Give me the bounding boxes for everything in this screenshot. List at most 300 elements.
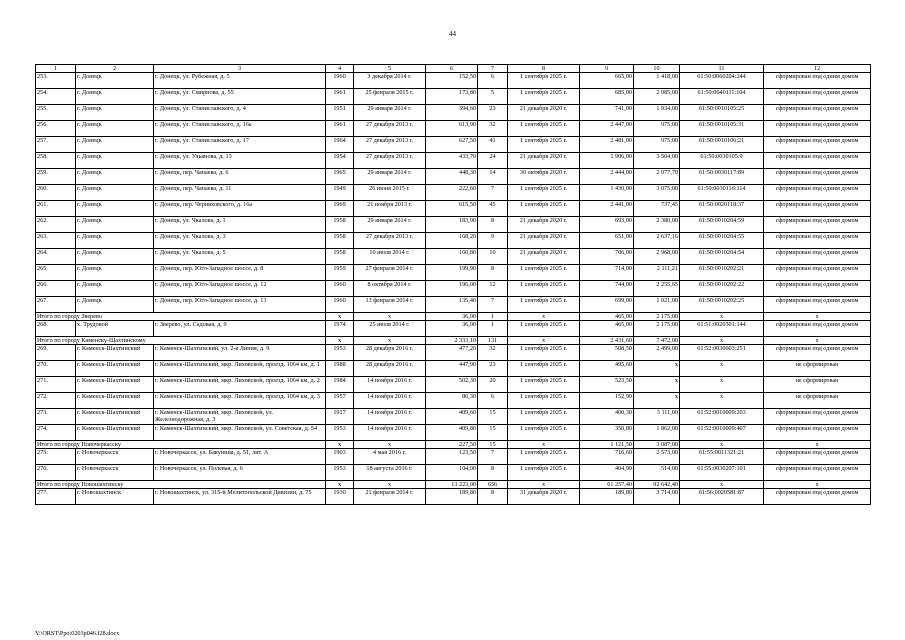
table-cell: 2 175,00	[634, 321, 680, 337]
table-cell: 1 сентября 2025 г.	[508, 345, 580, 361]
table-cell: 1964	[326, 137, 354, 153]
table-cell: 2 444,00	[580, 169, 634, 185]
table-cell: 28 декабря 2016 г.	[354, 361, 426, 377]
table-cell: 24	[478, 153, 508, 169]
table-cell: г. Донецк	[76, 265, 154, 281]
table-cell: 8	[478, 489, 508, 505]
table-cell: 2 111,21	[634, 265, 680, 281]
table-cell: 699,00	[580, 297, 634, 313]
table-cell: сформирован под одним домом	[764, 217, 871, 233]
subtotal-cell: 131	[478, 337, 508, 345]
subtotal-cell: x	[354, 481, 426, 489]
table-cell: сформирован под одним домом	[764, 137, 871, 153]
table-cell: г. Каменск-Шахтинский	[76, 361, 154, 377]
table-cell: 31 декабря 2020 г.	[508, 489, 580, 505]
table-cell: г. Новошахтинск, ул. 315-й Мелитопольской Дивизии, д. 75	[154, 489, 326, 505]
subtotal-cell: 2 175,00	[634, 313, 680, 321]
table-cell: 173,80	[426, 89, 478, 105]
subtotal-row	[36, 337, 871, 345]
table-cell: 152,50	[426, 73, 478, 89]
table-cell: 21 декабря 2020 г.	[508, 105, 580, 121]
table-cell: сформирован под одним домом	[764, 345, 871, 361]
table-row	[36, 281, 871, 297]
table-cell: г. Донецк, ул. Чкалова, д. 3	[154, 233, 326, 249]
table-cell: 61:52:0010009:203	[680, 409, 764, 425]
table-cell: 27 декабря 2013 г.	[354, 153, 426, 169]
table-row	[36, 201, 871, 217]
subtotal-cell: x	[680, 441, 764, 449]
table-cell: 523,50	[580, 377, 634, 393]
table-cell: 409,60	[426, 409, 478, 425]
table-row	[36, 393, 871, 409]
table-cell: 61:50:0020118:37	[680, 201, 764, 217]
table-cell: 27 февраля 2014 г.	[354, 265, 426, 281]
table-cell: 2 481,00	[580, 137, 634, 153]
table-cell: г. Каменск-Шахтинский	[76, 377, 154, 393]
table-cell: 1 сентября 2025 г.	[508, 201, 580, 217]
table-cell: 1 сентября 2025 г.	[508, 377, 580, 393]
table-cell: 263.	[36, 233, 76, 249]
table-cell: 1974	[326, 321, 354, 337]
table-cell: 266.	[36, 281, 76, 297]
table-cell: 1958	[326, 233, 354, 249]
table-cell: 615,50	[426, 201, 478, 217]
subtotal-cell: x	[354, 441, 426, 449]
table-cell: 1951	[326, 105, 354, 121]
table-cell: 1960	[326, 281, 354, 297]
table-cell: 409,80	[426, 425, 478, 441]
table-cell: г. Донецк, пер. Чапаева, д. 6	[154, 169, 326, 185]
table-cell: г. Донецк, пер. Юго-Западное шоссе, д. 12	[154, 281, 326, 297]
table-cell: x	[634, 377, 680, 393]
table-cell: сформирован под одним домом	[764, 265, 871, 281]
table-cell: 254.	[36, 89, 76, 105]
table-cell: 1 сентября 2025 г.	[508, 281, 580, 297]
subtotal-cell: 7 472,00	[634, 337, 680, 345]
table-cell: 1949	[326, 185, 354, 201]
table-cell: 9	[478, 233, 508, 249]
table-cell: 61:50:0030116:114	[680, 185, 764, 201]
subtotal-cell: 465,00	[580, 313, 634, 321]
table-cell: 21 ноября 2013 г.	[354, 201, 426, 217]
table-cell: 5	[478, 89, 508, 105]
subtotal-cell: x	[764, 313, 871, 321]
table-row	[36, 73, 871, 89]
table-row	[36, 465, 871, 481]
table-cell: 61:50:0010204:55	[680, 233, 764, 249]
table-row	[36, 169, 871, 185]
table-cell: 160,80	[426, 249, 478, 265]
table-cell: 665,00	[580, 73, 634, 89]
table-cell: 271.	[36, 377, 76, 393]
table-cell: 1 418,00	[634, 73, 680, 89]
table-cell: г. Донецк	[76, 153, 154, 169]
table-cell: г. Донецк, ул. Чкалова, д. 5	[154, 249, 326, 265]
table-cell: сформирован под одним домом	[764, 73, 871, 89]
table-cell: 277.	[36, 489, 76, 505]
table-row	[36, 121, 871, 137]
table-cell: 1961	[326, 89, 354, 105]
table-cell: 685,00	[580, 89, 634, 105]
table-cell: 1 сентября 2025 г.	[508, 393, 580, 409]
subtotal-cell: x	[326, 337, 354, 345]
table-row	[36, 425, 871, 441]
table-row	[36, 137, 871, 153]
table-body	[36, 65, 871, 505]
column-number: 4	[326, 65, 354, 73]
table-cell: г. Каменск-Шахтинский, мкр. Лиховской, ул. Советская, д. 54	[154, 425, 326, 441]
table-cell: 27 декабря 2013 г.	[354, 233, 426, 249]
table-cell: 267.	[36, 297, 76, 313]
table-cell: 3 714,00	[634, 489, 680, 505]
table-cell: 23	[478, 361, 508, 377]
table-cell: 259.	[36, 169, 76, 185]
table-cell: 2 255,65	[634, 281, 680, 297]
table-row	[36, 345, 871, 361]
table-cell: 21 декабря 2020 г.	[508, 249, 580, 265]
table-cell: 741,00	[580, 105, 634, 121]
table-cell: г. Донецк, ул. Станиславского, д. 16а	[154, 121, 326, 137]
table-cell: 1	[478, 321, 508, 337]
table-cell: г. Донецк, ул. Чкалова, д. 1	[154, 217, 326, 233]
table-cell: г. Донецк	[76, 249, 154, 265]
subtotal-cell: x	[680, 313, 764, 321]
table-cell: 1958	[326, 249, 354, 265]
table-cell: сформирован под одним домом	[764, 89, 871, 105]
table-row	[36, 321, 871, 337]
table-cell: 275.	[36, 449, 76, 465]
table-cell: 706,00	[580, 249, 634, 265]
table-cell: 152,90	[580, 393, 634, 409]
table-row	[36, 297, 871, 313]
column-number: 11	[680, 65, 764, 73]
table-cell: 1 сентября 2025 г.	[508, 409, 580, 425]
table-cell: 465,00	[580, 321, 634, 337]
table-cell: 1988	[326, 361, 354, 377]
table-cell: 61:50:0060204:244	[680, 73, 764, 89]
table-cell: сформирован под одним домом	[764, 249, 871, 265]
table-cell: 714,00	[580, 265, 634, 281]
table-row	[36, 153, 871, 169]
table-cell: г. Зверево, ул. Садовая, д. 9	[154, 321, 326, 337]
table-cell: 6	[478, 73, 508, 89]
table-cell: 61:50:0030117:89	[680, 169, 764, 185]
table-cell: сформирован под одним домом	[764, 201, 871, 217]
table-cell: 1 906,00	[580, 153, 634, 169]
table-cell: 10 июля 2014 г.	[354, 249, 426, 265]
table-cell: 272.	[36, 393, 76, 409]
table-cell: 189,80	[426, 489, 478, 505]
subtotal-cell: 2 333,10	[426, 337, 478, 345]
table-cell: 1930	[326, 489, 354, 505]
table-cell: сформирован под одним домом	[764, 105, 871, 121]
column-number: 8	[508, 65, 580, 73]
table-cell: сформирован под одним домом	[764, 425, 871, 441]
table-cell: 258.	[36, 153, 76, 169]
table-cell: 15	[478, 425, 508, 441]
table-row	[36, 361, 871, 377]
table-cell: 15	[478, 409, 508, 425]
column-number: 6	[426, 65, 478, 73]
table-cell: 394,60	[426, 105, 478, 121]
table-cell: сформирован под одним домом	[764, 121, 871, 137]
table-cell: 1 сентября 2025 г.	[508, 449, 580, 465]
table-cell: 1960	[326, 73, 354, 89]
subtotal-cell: 13 223,00	[426, 481, 478, 489]
table-row	[36, 249, 871, 265]
table-cell: г. Новочеркасск	[76, 449, 154, 465]
table-cell: 1 сентября 2025 г.	[508, 137, 580, 153]
table-cell: 253.	[36, 73, 76, 89]
table-cell: 61:50:0010202:21	[680, 265, 764, 281]
table-cell: 61:52:0010009:407	[680, 425, 764, 441]
table-cell: 1 сентября 2025 г.	[508, 89, 580, 105]
table-cell: 1 сентября 2025 г.	[508, 297, 580, 313]
table-cell: 1 сентября 2025 г.	[508, 73, 580, 89]
column-number: 3	[154, 65, 326, 73]
subtotal-cell: x	[764, 337, 871, 345]
subtotal-cell: 15	[478, 441, 508, 449]
table-cell: x	[680, 361, 764, 377]
table-cell: г. Каменск-Шахтинский, мкр. Лиховской, ул. Железнодорожная, д. 3	[154, 409, 326, 425]
table-cell: 975,00	[634, 121, 680, 137]
table-cell: 86,30	[426, 393, 478, 409]
column-number-row	[36, 65, 871, 73]
table-cell: 264.	[36, 249, 76, 265]
subtotal-cell: 1 121,50	[580, 441, 634, 449]
table-cell: г. Донецк	[76, 137, 154, 153]
table-cell: 1969	[326, 201, 354, 217]
table-cell: 261.	[36, 201, 76, 217]
table-cell: г. Каменск-Шахтинский, мкр. Лиховской, проезд. 1064 км, д. 3	[154, 393, 326, 409]
table-cell: 1 сентября 2025 г.	[508, 265, 580, 281]
table-cell: 61:50:0010105:25	[680, 105, 764, 121]
table-cell: 257.	[36, 137, 76, 153]
table-cell: 1959	[326, 265, 354, 281]
table-cell: 21 декабря 2020 г.	[508, 217, 580, 233]
table-cell: 1917	[326, 409, 354, 425]
table-row	[36, 449, 871, 465]
table-cell: 2 573,00	[634, 449, 680, 465]
table-cell: г. Донецк	[76, 281, 154, 297]
table-cell: 1 сентября 2025 г.	[508, 425, 580, 441]
table-cell: 168,20	[426, 233, 478, 249]
table-cell: г. Донецк	[76, 121, 154, 137]
table-cell: 222,60	[426, 185, 478, 201]
table-cell: 61:50:0040111:104	[680, 89, 764, 105]
table-cell: x	[634, 361, 680, 377]
table-cell: 400,30	[580, 409, 634, 425]
table-cell: 8 октября 2014 г.	[354, 281, 426, 297]
table-cell: г. Донецк, ул. Станиславского, д. 17	[154, 137, 326, 153]
table-cell: 61:50:0010204:54	[680, 249, 764, 265]
table-cell: г. Донецк	[76, 105, 154, 121]
table-cell: 265.	[36, 265, 76, 281]
table-row	[36, 233, 871, 249]
subtotal-cell: x	[326, 313, 354, 321]
table-row	[36, 377, 871, 393]
table-cell: 1957	[326, 393, 354, 409]
table-cell: 716,60	[580, 449, 634, 465]
table-cell: 8	[478, 265, 508, 281]
table-cell: 514,00	[634, 465, 680, 481]
table-cell: 28 декабря 2016 г.	[354, 345, 426, 361]
table-cell: 61:50:0030105:9	[680, 153, 764, 169]
table-cell: 744,00	[580, 281, 634, 297]
table-cell: 4 мая 2016 г.	[354, 449, 426, 465]
table-cell: 1953	[326, 345, 354, 361]
table-cell: г. Донецк	[76, 201, 154, 217]
subtotal-cell: x	[508, 313, 580, 321]
subtotal-label: Итого по городу Зверево	[36, 313, 326, 321]
table-cell: 20	[478, 377, 508, 393]
table-cell: 45	[478, 201, 508, 217]
table-cell: 350,80	[580, 425, 634, 441]
table-cell: сформирован под одним домом	[764, 297, 871, 313]
table-cell: 262.	[36, 217, 76, 233]
table-cell: г. Донецк, ул. Смирнова, д. 55	[154, 89, 326, 105]
table-cell: 41	[478, 137, 508, 153]
table-cell: 3 декабря 2014 г.	[354, 73, 426, 89]
table-cell: 10	[478, 249, 508, 265]
subtotal-cell: x	[354, 337, 426, 345]
table-cell: 61:50:0010105:31	[680, 121, 764, 137]
table-cell: 508,50	[580, 345, 634, 361]
table-cell: 256.	[36, 121, 76, 137]
table-cell: 1961	[326, 121, 354, 137]
table-cell: сформирован под одним домом	[764, 489, 871, 505]
table-cell: 14	[478, 169, 508, 185]
table-cell: сформирован под одним домом	[764, 321, 871, 337]
table-cell: 260.	[36, 185, 76, 201]
subtotal-cell: 36,00	[426, 313, 478, 321]
table-cell: 1 934,00	[634, 105, 680, 121]
table-cell: 13 февраля 2014 г.	[354, 297, 426, 313]
table-cell: 2 447,00	[580, 121, 634, 137]
subtotal-cell: x	[508, 441, 580, 449]
table-cell: 613,90	[426, 121, 478, 137]
table-cell: 448,30	[426, 169, 478, 185]
table-cell: сформирован под одним домом	[764, 169, 871, 185]
page-number: 44	[449, 30, 456, 38]
table-cell: 18 августа 2016 г.	[354, 465, 426, 481]
table-cell: г. Каменск-Шахтинский, мкр. Лиховской, проезд. 1064 км, д. 1	[154, 361, 326, 377]
table-cell: г. Донецк	[76, 89, 154, 105]
table-cell: 2 380,00	[634, 217, 680, 233]
subtotal-row	[36, 481, 871, 489]
subtotal-cell: 2 431,60	[580, 337, 634, 345]
table-cell: 651,00	[580, 233, 634, 249]
table-cell: 404,90	[580, 465, 634, 481]
column-number: 10	[634, 65, 680, 73]
subtotal-cell: x	[764, 481, 871, 489]
table-cell: 25 февраля 2015 г.	[354, 89, 426, 105]
table-cell: 1 021,00	[634, 297, 680, 313]
table-cell: г. Донецк, пер. Чапаева, д. 11	[154, 185, 326, 201]
table-cell: 14 ноября 2016 г.	[354, 377, 426, 393]
subtotal-label: Итого по городу Каменску-Шахтинскому	[36, 337, 326, 345]
table-cell: сформирован под одним домом	[764, 449, 871, 465]
table-cell: 61:55:0011321:21	[680, 449, 764, 465]
register-table	[35, 64, 871, 505]
table-cell: 1 430,00	[580, 185, 634, 201]
table-cell: x	[634, 393, 680, 409]
table-cell: 23	[478, 105, 508, 121]
table-cell: 477,20	[426, 345, 478, 361]
table-cell: 1954	[326, 153, 354, 169]
table-cell: 1958	[326, 217, 354, 233]
table-cell: г. Новошахтинск	[76, 489, 154, 505]
table-cell: 183,90	[426, 217, 478, 233]
table-cell: сформирован под одним домом	[764, 153, 871, 169]
table-cell: 276.	[36, 465, 76, 481]
table-row	[36, 217, 871, 233]
table-cell: 61:52:0030003:251	[680, 345, 764, 361]
table-cell: г. Донецк, ул. Рубежная, д. 5	[154, 73, 326, 89]
subtotal-cell: x	[680, 481, 764, 489]
table-cell: 975,00	[634, 137, 680, 153]
table-cell: 2 499,00	[634, 345, 680, 361]
table-cell: 7	[478, 297, 508, 313]
table-cell: 29 января 2014 г.	[354, 105, 426, 121]
table-row	[36, 409, 871, 425]
subtotal-cell: x	[508, 481, 580, 489]
table-cell: x	[680, 393, 764, 409]
table-cell: г. Донецк, пер. Черняховского, д. 16а	[154, 201, 326, 217]
table-cell: 61:56:0020581:87	[680, 489, 764, 505]
table-cell: 433,70	[426, 153, 478, 169]
table-cell: сформирован под одним домом	[764, 185, 871, 201]
table-cell: 189,80	[580, 489, 634, 505]
table-cell: 447,90	[426, 361, 478, 377]
subtotal-cell: x	[764, 441, 871, 449]
table-cell: 502,30	[426, 377, 478, 393]
table-cell: 8	[478, 465, 508, 481]
subtotal-cell: x	[508, 337, 580, 345]
table-cell: г. Донецк	[76, 73, 154, 89]
table-cell: 1 сентября 2025 г.	[508, 321, 580, 337]
file-path-footer: Y:\ORST\Ppo\0203p046.f28.docx	[35, 630, 120, 637]
table-cell: 1 сентября 2025 г.	[508, 361, 580, 377]
table-cell: 61:50:0010202:25	[680, 297, 764, 313]
table-cell: 2 968,00	[634, 249, 680, 265]
table-cell: г. Донецк	[76, 233, 154, 249]
table-cell: 26 июня 2015 г.	[354, 185, 426, 201]
table-cell: 199,90	[426, 265, 478, 281]
table-cell: не сформирован	[764, 393, 871, 409]
table-cell: 2 441,00	[580, 201, 634, 217]
subtotal-cell: 1	[478, 313, 508, 321]
table-cell: г. Донецк, пер. Юго-Западное шоссе, д. 8	[154, 265, 326, 281]
table-cell: 495,60	[580, 361, 634, 377]
table-cell: 3 075,00	[634, 185, 680, 201]
table-cell: 36,00	[426, 321, 478, 337]
table-cell: г. Донецк, ул. Станиславского, д. 4	[154, 105, 326, 121]
table-cell: сформирован под одним домом	[764, 409, 871, 425]
table-cell: г. Каменск-Шахтинский	[76, 393, 154, 409]
table-cell: 123,50	[426, 449, 478, 465]
column-number: 12	[764, 65, 871, 73]
table-cell: г. Донецк	[76, 169, 154, 185]
table-cell: 32	[478, 121, 508, 137]
table-cell: 273.	[36, 409, 76, 425]
table-cell: 268.	[36, 321, 76, 337]
table-row	[36, 105, 871, 121]
table-cell: 7	[478, 185, 508, 201]
table-cell: г. Донецк	[76, 217, 154, 233]
table-cell: 61:51:0020301:144	[680, 321, 764, 337]
table-cell: 6	[478, 393, 508, 409]
